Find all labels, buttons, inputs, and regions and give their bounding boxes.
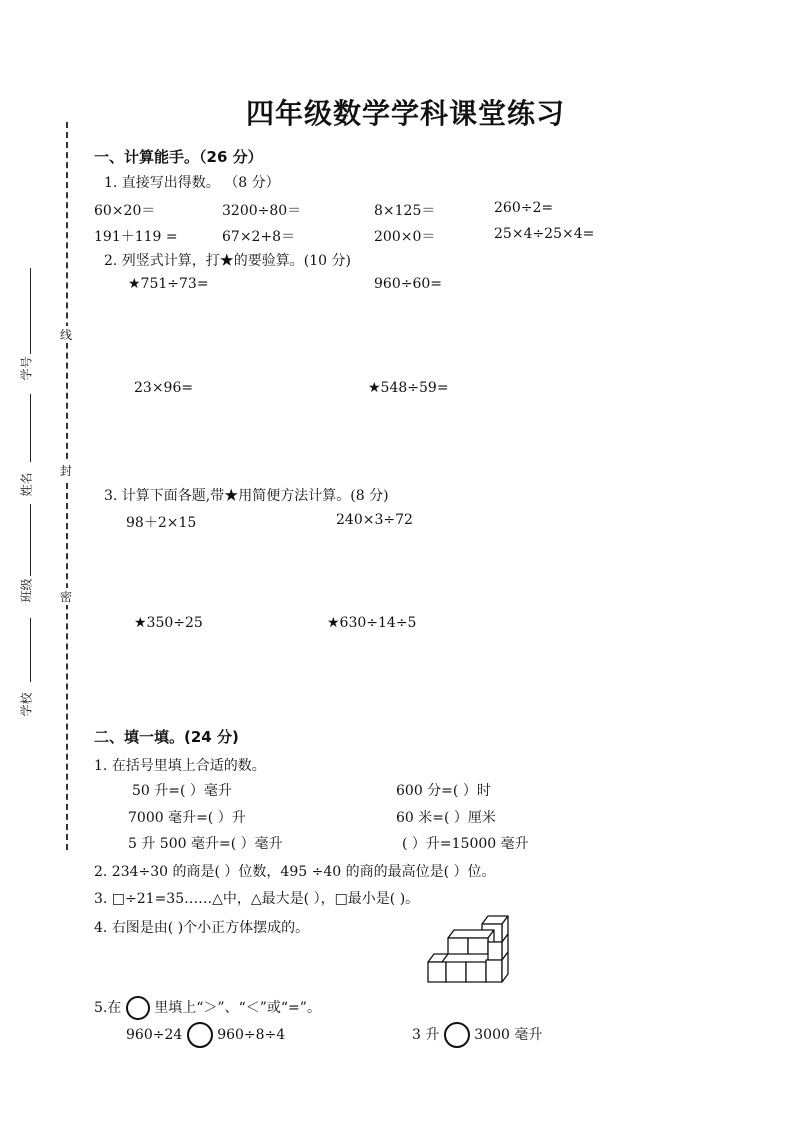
s1-q3-prompt: 3. 计算下面各题,带★用简便方法计算。(8 分) [104, 488, 389, 504]
s2-q5-compare-left [126, 1022, 285, 1048]
s2-q5-right-a: 3 升 [412, 1027, 440, 1043]
s2-q3: 3. □÷21=35……△中，△最大是( ），□最小是( )。 [94, 891, 420, 907]
cube-stack-figure [424, 912, 524, 988]
field-underline-student-id [30, 268, 31, 354]
s1-q2-item: 23×96= [134, 380, 194, 396]
compare-circle-icon[interactable] [444, 1022, 470, 1048]
s1-q1-item: 25×4÷25×4= [494, 226, 595, 242]
s1-q1-item: 3200÷80＝ [222, 203, 302, 219]
field-underline-class [30, 504, 31, 576]
s1-q1-item: 260÷2= [494, 200, 554, 216]
s2-q1-item: 50 升=( ）毫升 [132, 783, 232, 799]
s2-q5-prompt [94, 996, 321, 1020]
s2-q1-item: 5 升 500 毫升=( ）毫升 [128, 836, 283, 852]
s1-q1-item: 191＋119 = [94, 229, 178, 245]
s1-q2-item: ★548÷59= [368, 380, 449, 396]
page-title: 四年级数学学科课堂练习 [246, 97, 566, 130]
s1-q1-item: 200×0＝ [374, 229, 436, 245]
s2-q5-compare-right [412, 1022, 542, 1048]
s1-q1-item: 8×125＝ [374, 203, 436, 219]
binding-dashed-line [66, 122, 68, 850]
s1-q2-item: ★751÷73= [128, 276, 209, 292]
binding-char-line: 线 [60, 328, 73, 342]
s1-q3-item: ★350÷25 [134, 615, 203, 631]
s1-q1-item: 67×2+8＝ [222, 229, 296, 245]
s2-q5-right-b: 3000 毫升 [474, 1027, 543, 1043]
s1-q2-item: 960÷60= [374, 276, 442, 292]
s2-q1-item: 7000 毫升=( ）升 [128, 810, 246, 826]
section1-heading: 一、计算能手。（26 分） [94, 148, 263, 166]
section2-heading: 二、填一填。(24 分) [94, 728, 239, 746]
field-label-student-id: 学号 [19, 356, 34, 381]
s1-q3-item: ★630÷14÷5 [327, 615, 417, 631]
s2-q5-left-a: 960÷24 [126, 1027, 183, 1043]
binding-char-seal: 封 [60, 464, 73, 478]
binding-char-close: 密 [60, 590, 73, 604]
s2-q1-prompt: 1. 在括号里填上合适的数。 [94, 758, 266, 774]
compare-circle-icon [126, 996, 150, 1020]
s2-q4: 4. 右图是由( )个小正方体摆成的。 [94, 920, 310, 936]
field-label-name: 姓名 [19, 472, 34, 497]
s1-q1-item: 60×20＝ [94, 203, 156, 219]
s1-q1-prompt: 1. 直接写出得数。 （8 分） [104, 175, 280, 191]
s1-q2-prompt: 2. 列竖式计算，打★的要验算。(10 分) [104, 253, 351, 269]
s1-q3-item: 98＋2×15 [126, 515, 197, 531]
s2-q2: 2. 234÷30 的商是( ）位数，495 ÷40 的商的最高位是( ）位。 [94, 864, 496, 880]
s2-q1-item: 60 米=( ）厘米 [396, 810, 496, 826]
field-label-school: 学校 [19, 692, 34, 717]
s2-q1-item: 600 分=( ）时 [396, 783, 491, 799]
s2-q5-left-b: 960÷8÷4 [217, 1027, 286, 1043]
field-underline-name [30, 394, 31, 462]
compare-circle-icon[interactable] [187, 1022, 213, 1048]
s2-q5-prompt-a: 5.在 [94, 1000, 122, 1016]
s1-q3-item: 240×3÷72 [336, 512, 413, 528]
field-label-class: 班级 [19, 578, 34, 603]
s2-q5-prompt-b: 里填上“＞”、“＜”或“=”。 [154, 1000, 321, 1016]
field-underline-school [30, 618, 31, 682]
s2-q1-item: ( ）升=15000 毫升 [402, 836, 529, 852]
